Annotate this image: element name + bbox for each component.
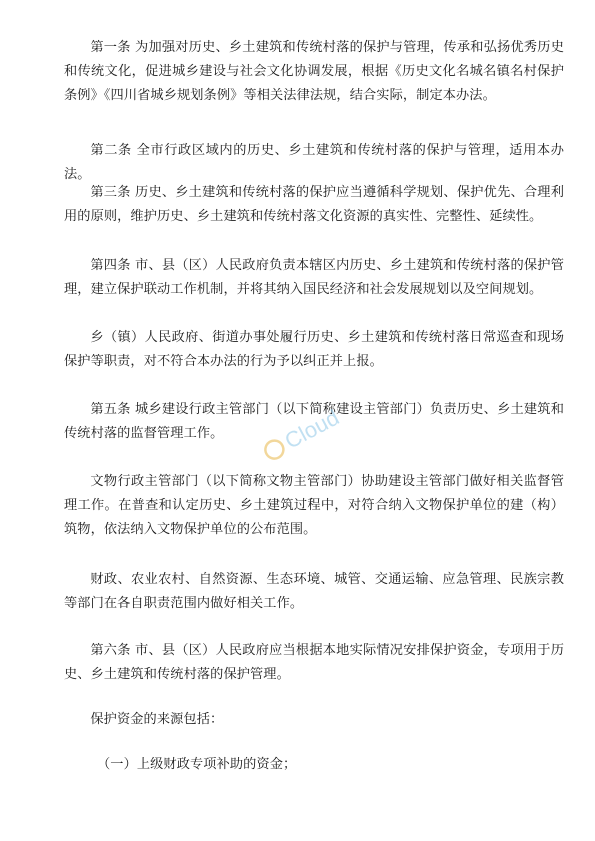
paragraph-article-5-sub-1: 文物行政主管部门（以下简称文物主管部门）协助建设主管部门做好相关监督管理工作。在普查和认定历史、乡土建筑过程中，对符合纳入文物保护单位的建（构）筑物，依法纳入文物保护单位的公布范围。 bbox=[64, 474, 564, 537]
watermark-logo bbox=[248, 373, 382, 482]
paragraph-funding-sources: 保护资金的来源包括： bbox=[90, 712, 224, 727]
paragraph-article-3: 第三条 历史、乡土建筑和传统村落的保护应当遵循科学规划、保护优先、合理利用的原则，维护历史、乡土建筑和传统村落文化资源的真实性、完整性、延续性。 bbox=[64, 185, 564, 224]
watermark-text: Cloud bbox=[280, 404, 344, 454]
list-item-funding-1: （一）上级财政专项补助的资金； bbox=[97, 757, 297, 772]
watermark-icon bbox=[248, 373, 382, 482]
paragraph-article-1: 第一条 为加强对历史、乡土建筑和传统村落的保护与管理，传承和弘扬优秀历史和传统文化，促进城乡建设与社会文化协调发展，根据《历史文化名城名镇名村保护条例》《四川省城乡规划条例》等相关法律法规，结合实际，制定本办法。 bbox=[64, 40, 564, 103]
paragraph-article-5-sub-2: 财政、农业农村、自然资源、生态环境、城管、交通运输、应急管理、民族宗教等部门在各自职责范围内做好相关工作。 bbox=[64, 572, 564, 611]
paragraph-article-5: 第五条 城乡建设行政主管部门（以下简称建设主管部门）负责历史、乡土建筑和传统村落的监督管理工作。 bbox=[64, 402, 564, 441]
paragraph-article-2: 第二条 全市行政区域内的历史、乡土建筑和传统村落的保护与管理，适用本办法。 bbox=[64, 143, 564, 182]
paragraph-article-6: 第六条 市、县（区）人民政府应当根据本地实际情况安排保护资金，专项用于历史、乡土建筑和传统村落的保护管理。 bbox=[64, 643, 564, 682]
paragraph-article-4-sub: 乡（镇）人民政府、街道办事处履行历史、乡土建筑和传统村落日常巡查和现场保护等职责，对不符合本办法的行为予以纠正并上报。 bbox=[64, 330, 564, 369]
paragraph-article-4: 第四条 市、县（区）人民政府负责本辖区内历史、乡土建筑和传统村落的保护管理，建立保护联动工作机制，并将其纳入国民经济和社会发展规划以及空间规划。 bbox=[64, 258, 564, 297]
